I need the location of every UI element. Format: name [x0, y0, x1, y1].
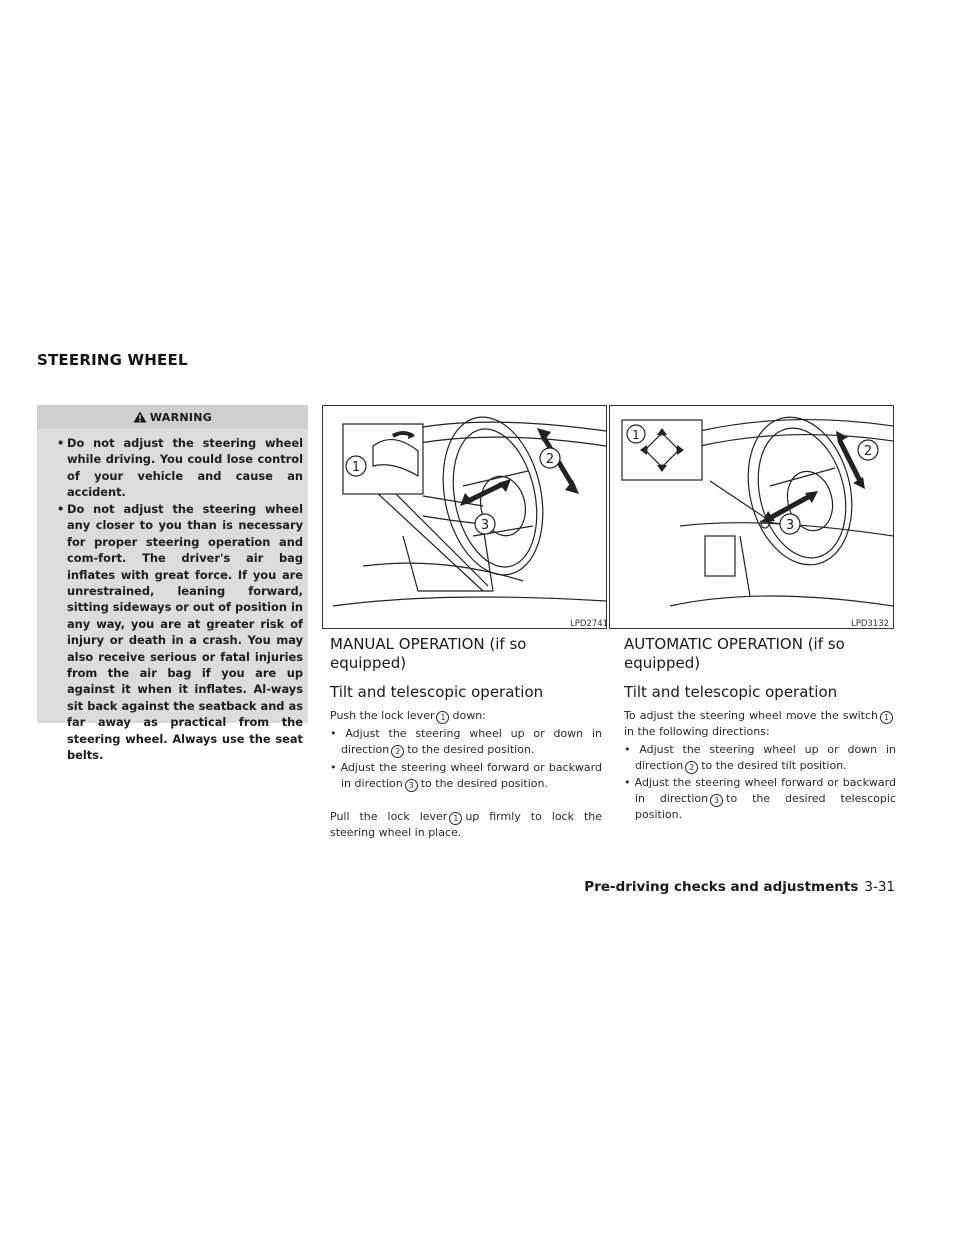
warning-header — [37, 405, 308, 429]
warning-item — [57, 435, 303, 501]
automatic-bullet: • Adjust the steering wheel up or down in direction 2 to the desired tilt position. — [624, 743, 896, 772]
automatic-bullet: • Adjust the steering wheel forward or backward in direction 3 to the desired telescopic position. — [624, 776, 896, 821]
figure-label: 2 — [545, 452, 555, 467]
manual-outro: Pull the lock lever 1 up firmly to lock the steering wheel in place. — [330, 810, 602, 839]
circled-number: 2 — [685, 761, 698, 774]
manual-steering-illustration — [323, 406, 609, 629]
figure-id: LPD2741 — [570, 619, 609, 629]
circled-number: 2 — [391, 745, 404, 758]
figure-label: 3 — [480, 518, 490, 533]
figure-label: 2 — [863, 444, 873, 459]
manual-bullet: • Adjust the steering wheel up or down in direction 2 to the desired position. — [330, 727, 602, 756]
automatic-intro: To adjust the steering wheel move the switch 1in the following directions: — [624, 708, 896, 740]
warning-triangle-icon — [133, 411, 147, 423]
automatic-heading: AUTOMATIC OPERATION (if so equipped) — [624, 635, 845, 672]
figure-label: 3 — [785, 518, 795, 533]
warning-heading: WARNING — [149, 410, 213, 424]
figure-id: LPD3132 — [851, 619, 890, 629]
page-footer — [584, 879, 895, 895]
automatic-steering-figure — [609, 405, 894, 629]
manual-bullet: • Adjust the steering wheel forward or backward in direction 3 to the desired position. — [330, 761, 602, 790]
manual-steering-figure — [322, 405, 607, 629]
manual-subheading: Tilt and telescopic operation — [330, 683, 544, 701]
manual-heading: MANUAL OPERATION (if so equipped) — [330, 635, 527, 672]
warning-box — [37, 405, 308, 763]
circled-number: 3 — [710, 794, 723, 807]
circled-number: 3 — [405, 779, 418, 792]
circled-number: 1 — [880, 711, 893, 724]
figure-label: 1 — [632, 428, 640, 442]
circled-number: 1 — [449, 812, 462, 825]
footer-title: Pre-driving checks and adjustments — [584, 879, 859, 895]
bullet: • — [57, 436, 65, 450]
automatic-steering-illustration — [610, 406, 893, 628]
automatic-subheading: Tilt and telescopic operation — [624, 683, 838, 701]
section-title: STEERING WHEEL — [37, 351, 188, 369]
bullet: • — [57, 502, 65, 516]
manual-intro: Push the lock lever 1 down: — [330, 709, 486, 722]
page-number: 3-31 — [864, 879, 895, 895]
warning-text: Do not adjust the steering wheel while driving. You could lose control of your vehicle and cause an accident. — [67, 436, 303, 500]
figure-label: 1 — [351, 460, 361, 475]
circled-number: 1 — [436, 711, 449, 724]
warning-item — [57, 501, 303, 764]
warning-text: Do not adjust the steering wheel any closer to you than is necessary for proper steering operation and com-fort. The driver's air bag inflates with great force. If you are unrestrained, leaning forward, sitting sideways or out of position in any way, you are at greater risk of injury or death in a crash. You may also receive serious or fatal injuries from the air bag if you are up against it when it inflates. Al-ways sit back against the seatback and as far away as practical from the steering wheel. Always use the seat belts. — [67, 502, 303, 763]
